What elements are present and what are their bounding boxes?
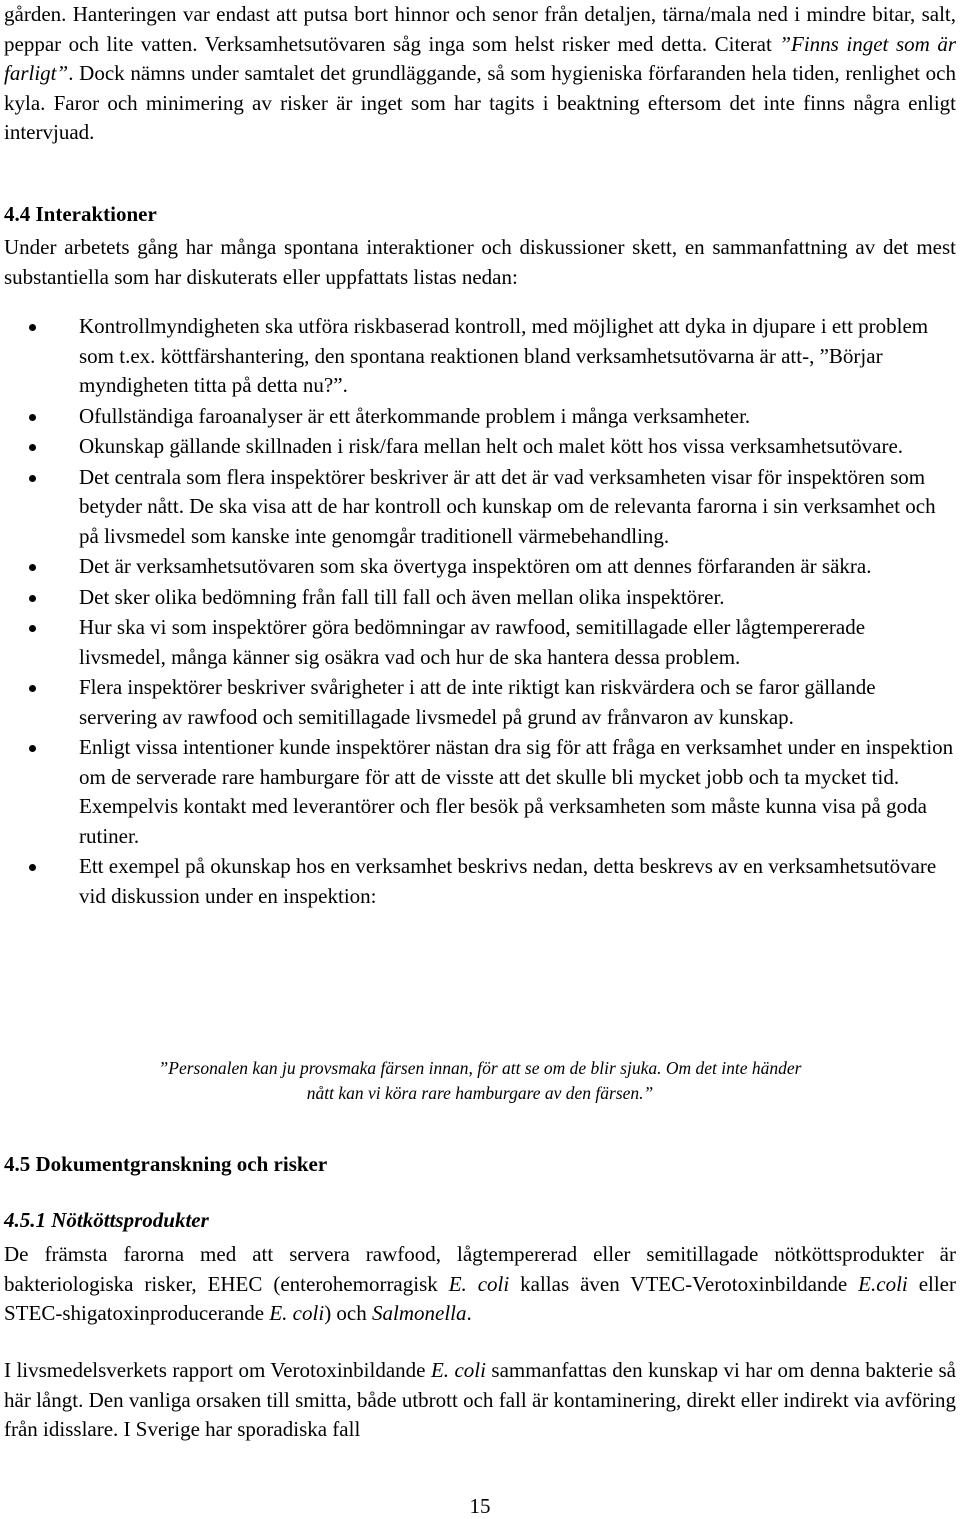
subsection-heading-4-5-1: 4.5.1 Nötköttsprodukter [4,1208,209,1232]
text-run: sammanfattas den kunskap vi har om denna bakterie så här långt. Den vanliga orsaken till smitta, både utbrott och fall är kontaminering, direkt eller indirekt via avföring från idisslare. I Sverige har sporadiska fall [4,1358,956,1441]
intro-text-1: gården. Hanteringen var endast att putsa bort hinnor och senor från detaljen, tärna/mala ned i mindre bitar, salt, peppar och lite vatten. Verksamhetsutövaren såg inga som helst risker med detta. Citerat [4,2,956,56]
bullet-icon [29,444,36,451]
list-item [4,402,956,432]
list-item-text: Ofullständiga faroanalyser är ett återkommande problem i många verksamheter. [79,403,751,428]
list-item [4,312,956,401]
species-name: E. coli [430,1358,486,1382]
list-item-text: Enligt vissa intentioner kunde inspektörer nästan dra sig för att fråga en verksamhet under en inspektion om de serverade rare hamburgare för att de visste att det skulle bli mycket jobb och ta mycket tid. Exempelvis kontakt med leverantörer och fler besök på verksamheten som måste kunna visa på goda rutiner. [79,735,954,848]
list-item [4,463,956,552]
bullet-icon [29,324,36,331]
bullet-icon [29,595,36,602]
bullet-icon [29,745,36,752]
bullet-icon [29,864,36,871]
species-name: Salmonella [372,1301,467,1325]
species-name: E. coli [269,1301,325,1325]
text-run: I livsmedelsverkets rapport om Verotoxinbildande [4,1358,431,1382]
species-name: E. coli [448,1271,510,1296]
interaction-bullet-list [4,312,956,912]
intro-paragraph [4,0,956,148]
section-4-5-1-paragraph-2 [4,1356,956,1445]
quote-line-1: ”Personalen kan ju provsmaka färsen innan, för att se om de blir sjuka. Om det inte händer [158,1058,802,1078]
section-heading-4-5: 4.5 Dokumentgranskning och risker [4,1152,328,1176]
intro-quote: ”Finns inget som är farligt” [4,31,956,85]
bullet-icon [29,685,36,692]
text-run: . [466,1301,472,1325]
list-item [4,613,956,672]
list-item [4,552,956,582]
section-heading-4-4: 4.4 Interaktioner [4,202,157,226]
bullet-icon [29,564,36,571]
block-quote [4,1056,956,1106]
list-item [4,583,956,613]
species-name: E.coli [858,1271,908,1296]
list-item [4,673,956,732]
text-run: eller STEC-shigatoxinproducerande [4,1271,956,1325]
intro-text-2: . Dock nämns under samtalet det grundläggande, så som hygieniska förfaranden hela tiden, renlighet och kyla. Faror och minimering av risker är inget som har tagits i beaktning eftersom det inte finns några enligt intervjuad. [4,61,956,144]
list-item [4,852,956,911]
list-item-text: Det är verksamhetsutövaren som ska övertyga inspektören om att dennes förfaranden är säkra. [79,554,872,578]
list-item-text: Ett exempel på okunskap hos en verksamhet beskrivs nedan, detta beskrevs av en verksamhetsutövare vid diskussion under en inspektion: [79,854,937,908]
list-item-text: Det centrala som flera inspektörer beskriver är att det är vad verksamheten visar för inspektören som betyder nått. De ska visa att de har kontroll och kunskap om de relevanta farorna i sin verksamhet och på livsmedel som kanske inte genomgår traditionell värmebehandling. [79,464,936,548]
bullet-icon [29,475,36,482]
section-4-5-1-paragraph-1 [4,1240,956,1329]
list-item-text: Okunskap gällande skillnaden i risk/fara mellan helt och malet kött hos vissa verksamhetsutövare. [79,434,904,458]
list-item-text: Flera inspektörer beskriver svårigheter i att de inte riktigt kan riskvärdera och se faror gällande servering av rawfood och semitillagade livsmedel på grund av frånvaron av kunskap. [79,675,876,729]
text-run: kallas även VTEC-Verotoxinbildande [509,1271,859,1296]
bullet-icon [29,414,36,421]
list-item [4,432,956,462]
list-item [4,733,956,851]
quote-line-2: nått kan vi köra rare hamburgare av den färsen.” [306,1083,654,1103]
page-number: 15 [469,1494,491,1518]
list-item-text: Hur ska vi som inspektörer göra bedömningar av rawfood, semitillagade eller lågtempererade livsmedel, många känner sig osäkra vad och hur de ska hantera dessa problem. [79,615,866,669]
list-item-text: Det sker olika bedömning från fall till fall och även mellan olika inspektörer. [79,584,725,609]
bullet-icon [29,625,36,632]
section-4-4-intro: Under arbetets gång har många spontana interaktioner och diskussioner skett, en sammanfattning av det mest substantiella som har diskuterats eller uppfattats listas nedan: [4,235,956,289]
text-run: De främsta farorna med att servera rawfood, lågtempererad eller semitillagade nötköttsprodukter är bakteriologiska risker, EHEC (enterohemorragisk [4,1242,956,1296]
text-run: ) och [324,1301,373,1325]
list-item-text: Kontrollmyndigheten ska utföra riskbaserad kontroll, med möjlighet att dyka in djupare i ett problem som t.ex. köttfärshantering, den spontana reaktionen bland verksamhetsutövarna är att-, ”Börjar myndigheten titta på detta nu?”. [79,314,929,397]
